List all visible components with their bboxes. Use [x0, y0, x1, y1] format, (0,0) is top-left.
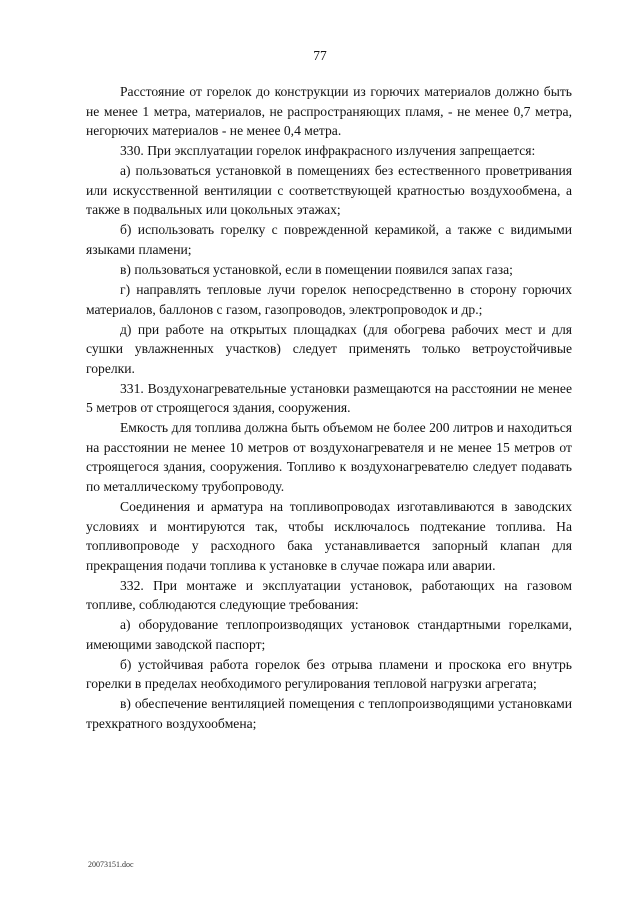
- footer-filename: 20073151.doc: [88, 860, 134, 869]
- paragraph-330-b: б) использовать горелку с поврежденной керамикой, а также с видимыми языками пламени;: [86, 222, 572, 257]
- paragraph-330-a: а) пользоваться установкой в помещениях без естественного проветривания или искусственной вентиляции с соответствующей кратностью воздухообмена, а также в подвальных или цокольных этажах;: [86, 163, 572, 218]
- paragraph-332-a: а) оборудование теплопроизводящих установок стандартными горелками, имеющими заводской паспорт;: [86, 617, 572, 652]
- paragraph-330-v: в) пользоваться установкой, если в помещении появился запах газа;: [120, 261, 513, 277]
- paragraph-331: 331. Воздухонагревательные установки размещаются на расстоянии не менее 5 метров от строящегося здания, сооружения.: [86, 380, 572, 416]
- paragraph-fuel-tank: Емкость для топлива должна быть объемом не более 200 литров и находиться на расстоянии не менее 10 метров от воздухонагревателя и не менее 15 метров от строящегося здания, сооружения. Топливо к воздухонагревателю следует подавать по металлическому трубопроводу.: [86, 420, 572, 494]
- paragraph-distance-burners: Расстояние от горелок до конструкции из горючих материалов должно быть не менее 1 метра, материалов, не распространяющих пламя, - не менее 0,7 метра, негорючих материалов - не менее 0,4 метра.: [86, 84, 572, 139]
- paragraph-fuel-lines: Соединения и арматура на топливопроводах изготавливаются в заводских условиях и монтируются так, чтобы исключалось подтекание топлива. На топливопроводе у расходного бака устанавливается запорный клапан для прекращения подачи топлива к установке в случае пожара или аварии.: [86, 498, 572, 573]
- paragraph-332-intro: 332. При монтаже и эксплуатации установок, работающих на газовом топливе, соблюдаются следующие требования:: [86, 577, 572, 613]
- paragraph-330-intro: 330. При эксплуатации горелок инфракрасного излучения запрещается:: [120, 143, 536, 159]
- document-body: [86, 82, 572, 734]
- paragraph-332-b: б) устойчивая работа горелок без отрыва пламени и проскока его внутрь горелки в пределах необходимого регулирования тепловой нагрузки агрегата;: [86, 656, 572, 692]
- paragraph-330-g: г) направлять тепловые лучи горелок непосредственно в сторону горючих материалов, баллонов с газом, газопроводов, электропроводок и др.;: [86, 281, 572, 317]
- paragraph-332-v: в) обеспечение вентиляцией помещения с теплопроизводящими установками трехкратного воздухообмена;: [86, 696, 572, 731]
- page-number: 77: [313, 48, 327, 63]
- paragraph-330-d: д) при работе на открытых площадках (для обогрева рабочих мест и для сушки увлажненных участков) следует применять только ветроустойчивые горелки.: [86, 321, 572, 376]
